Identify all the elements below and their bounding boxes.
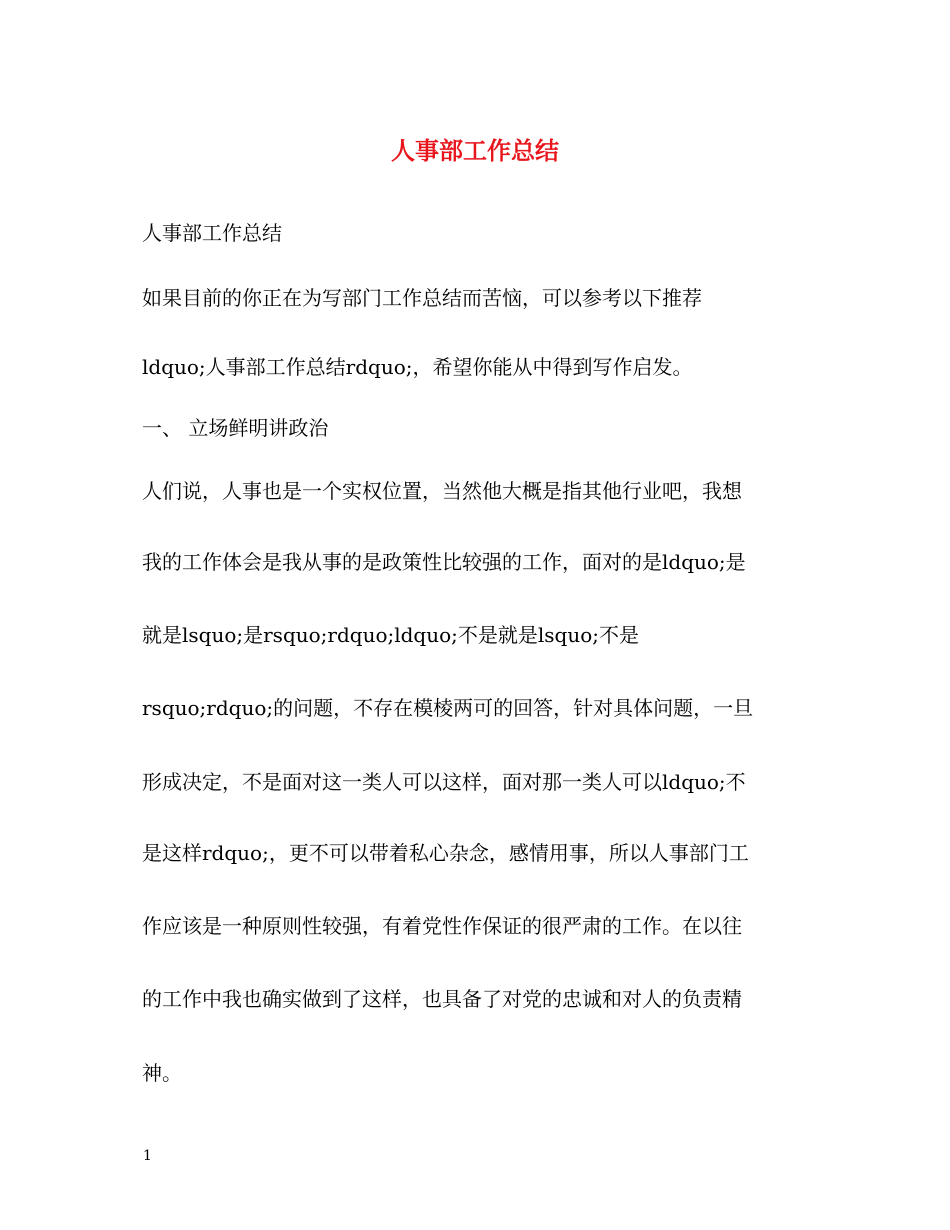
paragraph-line: 人们说，人事也是一个实权位置，当然他大概是指其他行业吧，我想 xyxy=(142,479,742,503)
paragraph-line: 就是lsquo;是rsquo;rdquo;ldquo;不是就是lsquo;不是 xyxy=(142,623,640,647)
paragraph-line: 人事部工作总结 xyxy=(142,221,282,245)
section-heading: 一、 立场鲜明讲政治 xyxy=(142,416,329,440)
paragraph-line: 作应该是一种原则性较强，有着党性作保证的很严肃的工作。在以往 xyxy=(142,914,742,938)
paragraph-line: 是这样rdquo;，更不可以带着私心杂念，感情用事，所以人事部门工 xyxy=(142,841,749,865)
paragraph-line: 形成决定，不是面对这一类人可以这样，面对那一类人可以ldquo;不 xyxy=(142,770,746,794)
paragraph-line: 的工作中我也确实做到了这样，也具备了对党的忠诚和对人的负责精 xyxy=(142,987,742,1011)
paragraph-line: rsquo;rdquo;的问题，不存在模棱两可的回答，针对具体问题，一旦 xyxy=(142,696,754,720)
document-title: 人事部工作总结 xyxy=(391,136,559,165)
paragraph-line: 我的工作体会是我从事的是政策性比较强的工作，面对的是ldquo;是 xyxy=(142,550,746,574)
paragraph-line: 神。 xyxy=(142,1061,182,1085)
paragraph-line: ldquo;人事部工作总结rdquo;，希望你能从中得到写作启发。 xyxy=(142,355,693,379)
page-number: 1 xyxy=(143,1148,152,1164)
paragraph-line: 如果目前的你正在为写部门工作总结而苦恼，可以参考以下推荐 xyxy=(142,286,702,310)
